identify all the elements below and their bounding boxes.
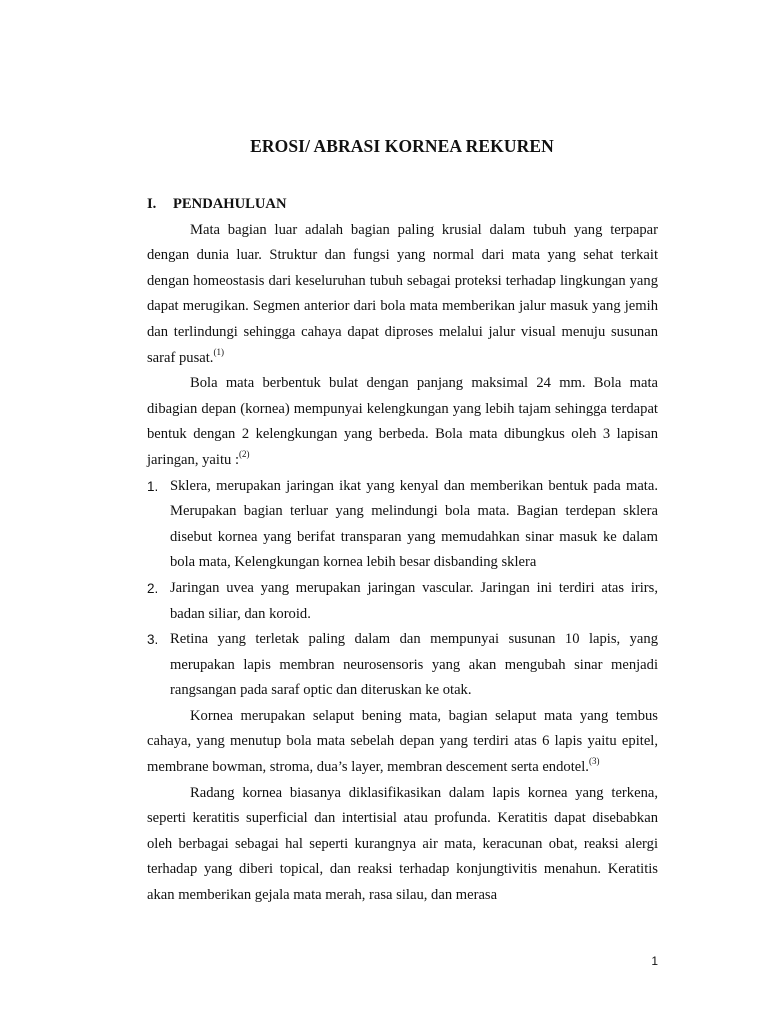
paragraph-kornea [147, 704, 658, 781]
list-item [147, 627, 658, 704]
list-marker: 1. [147, 478, 159, 494]
paragraph-text: Radang kornea biasanya diklasifikasikan dalam lapis kornea yang terkena, seperti keratitis superficial dan intertisial atau profunda. Keratitis dapat disebabkan oleh berbagai sebagai hal seperti kurangnya air mata, keracunan obat, reaksi alergi terhadap yang diberi topical, dan reaksi terhadap konjungtivitis menahun. Keratitis akan memberikan gejala mata merah, rasa silau, dan merasa [147, 784, 658, 904]
section-number: I. [147, 196, 157, 212]
list-marker: 3. [147, 632, 159, 648]
paragraph-intro-2 [147, 371, 658, 473]
section-title: PENDAHULUAN [173, 196, 287, 212]
paragraph-text: Bola mata berbentuk bulat dengan panjang maksimal 24 mm. Bola mata dibagian depan (kornea) mempunyai kelengkungan yang lebih tajam sehingga terdapat bentuk dengan 2 kelengkungan yang berbeda. Bola mata dibungkus oleh 3 lapisan jaringan, yaitu : [147, 375, 658, 468]
paragraph-intro-1 [147, 218, 658, 372]
list-marker: 2. [147, 580, 159, 596]
document-body [147, 192, 658, 909]
list-item-text: Jaringan uvea yang merupakan jaringan vascular. Jaringan ini terdiri atas irirs, badan siliar, dan koroid. [170, 579, 658, 622]
list-item-text: Sklera, merupakan jaringan ikat yang kenyal dan memberikan bentuk pada mata. Merupakan bagian terluar yang melindungi bola mata. Bagian terdepan sklera disebut kornea yang berifat transparan yang memudahkan sinar masuk ke dalam bola mata, Kelengkungan kornea lebih besar disbanding sklera [170, 477, 658, 571]
page-number: 1 [651, 954, 658, 968]
list-item [147, 576, 658, 627]
document-title: EROSI/ ABRASI KORNEA REKUREN [250, 136, 554, 156]
reference-marker: (3) [588, 756, 600, 767]
paragraph-text: Kornea merupakan selaput bening mata, bagian selaput mata yang tembus cahaya, yang menutup bola mata sebelah depan yang terdiri atas 6 lapis yaitu epitel, membrane bowman, stroma, dua’s layer, membran descement serta endotel. [147, 707, 658, 776]
list-item [147, 474, 658, 576]
section-heading [147, 192, 658, 218]
list-item-text: Retina yang terletak paling dalam dan mempunyai susunan 10 lapis, yang merupakan lapis membran neurosensoris yang akan mengubah sinar menjadi rangsangan pada saraf optic dan diteruskan ke otak. [170, 631, 658, 699]
eye-layer-list [147, 474, 658, 704]
paragraph-text: Mata bagian luar adalah bagian paling krusial dalam tubuh yang terpapar dengan dunia luar. Struktur dan fungsi yang normal dari mata yang sehat terkait dengan homeostasis dari keseluruhan tubuh sebagai proteksi terhadap lingkungan yang dapat merugikan. Segmen anterior dari bola mata memberikan jalur masuk yang jemih dan terlindungi sehingga cahaya dapat diproses melalui jalur visual menuju susunan saraf pusat. [147, 221, 658, 366]
paragraph-keratitis [147, 781, 658, 909]
reference-marker: (1) [213, 346, 224, 357]
reference-marker: (2) [239, 449, 250, 460]
